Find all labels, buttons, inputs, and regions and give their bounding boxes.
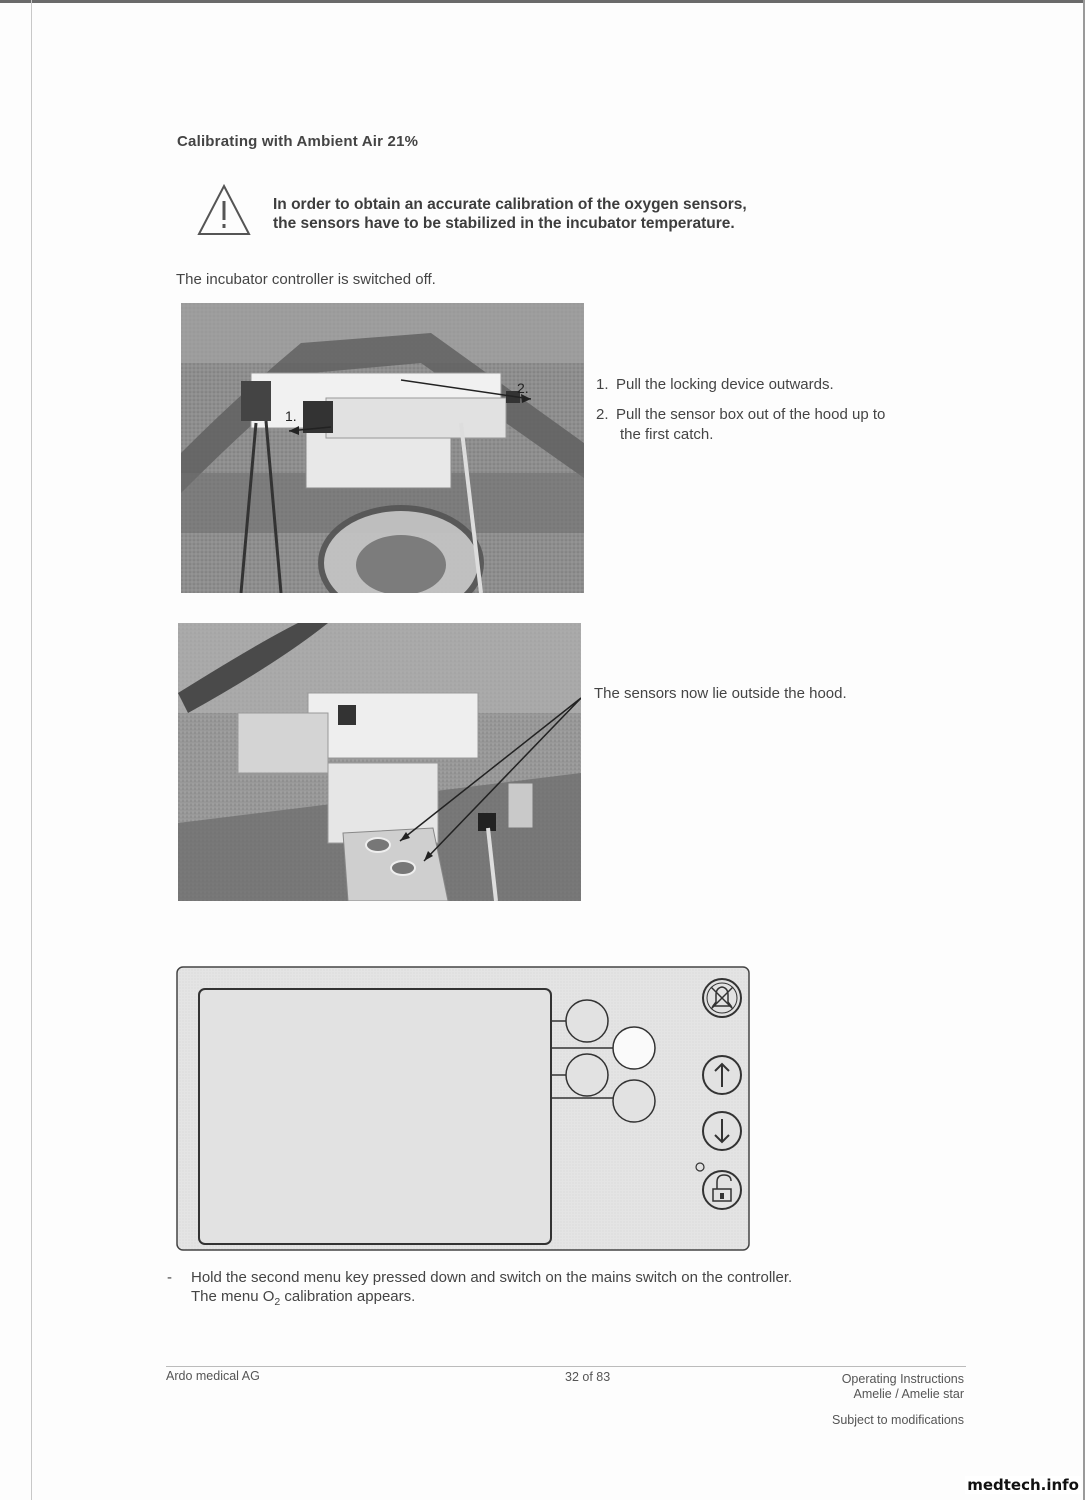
controller-panel — [176, 966, 750, 1251]
warning-triangle-icon — [196, 183, 252, 237]
bullet-dash: - — [167, 1269, 172, 1286]
watermark: medtech.info — [967, 1476, 1079, 1494]
sensors-note: The sensors now lie outside the hood. — [594, 685, 847, 702]
menu-key-1 — [566, 1000, 608, 1042]
display-screen — [199, 989, 551, 1244]
instruction-line-1: Hold the second menu key pressed down and switch on the mains switch on the controller. — [191, 1269, 793, 1286]
footer-note: Subject to modifications — [831, 1413, 964, 1427]
footer-doc-line-1: Operating Instructions — [841, 1372, 964, 1386]
photo-label-1: 1. — [285, 408, 297, 424]
step-text: Pull the sensor box out of the hood up to the first catch. — [616, 406, 886, 443]
scan-edge-top — [0, 0, 1085, 3]
footer-rule — [166, 1366, 966, 1367]
step-text: Pull the locking device outwards. — [616, 376, 834, 393]
instruction-item — [167, 1268, 907, 1312]
footer-doc-line-2: Amelie / Amelie star — [853, 1387, 964, 1401]
scan-edge-left — [31, 0, 32, 1500]
step-list — [596, 375, 896, 455]
footer-page-number: 32 of 83 — [565, 1370, 611, 1384]
step-number: 1. — [596, 376, 609, 393]
warning-line-2: the sensors have to be stabilized in the incubator temperature. — [273, 215, 735, 232]
photo-label-2: 2. — [517, 380, 529, 396]
arrow-down-icon — [703, 1112, 741, 1150]
sensor-box-photo — [181, 303, 584, 593]
warning-line-1: In order to obtain an accurate calibration of the oxygen sensors, — [273, 196, 747, 213]
unlock-icon — [703, 1171, 741, 1209]
section-title: Calibrating with Ambient Air 21% — [177, 133, 419, 150]
footer-company: Ardo medical AG — [166, 1369, 260, 1383]
step-number: 2. — [596, 406, 609, 423]
menu-key-2 — [613, 1027, 655, 1069]
arrow-up-icon — [703, 1056, 741, 1094]
step-item — [596, 405, 896, 445]
sensors-outside-photo — [178, 623, 581, 901]
menu-key-4 — [613, 1080, 655, 1122]
menu-key-3 — [566, 1054, 608, 1096]
footer-document — [700, 1372, 964, 1402]
alarm-mute-icon — [703, 979, 741, 1017]
step-item — [596, 375, 896, 395]
intro-text: The incubator controller is switched off. — [176, 271, 436, 288]
instruction-line-2: The menu $O_2$ calibration appears. — [191, 1288, 416, 1308]
warning-text — [273, 195, 833, 233]
